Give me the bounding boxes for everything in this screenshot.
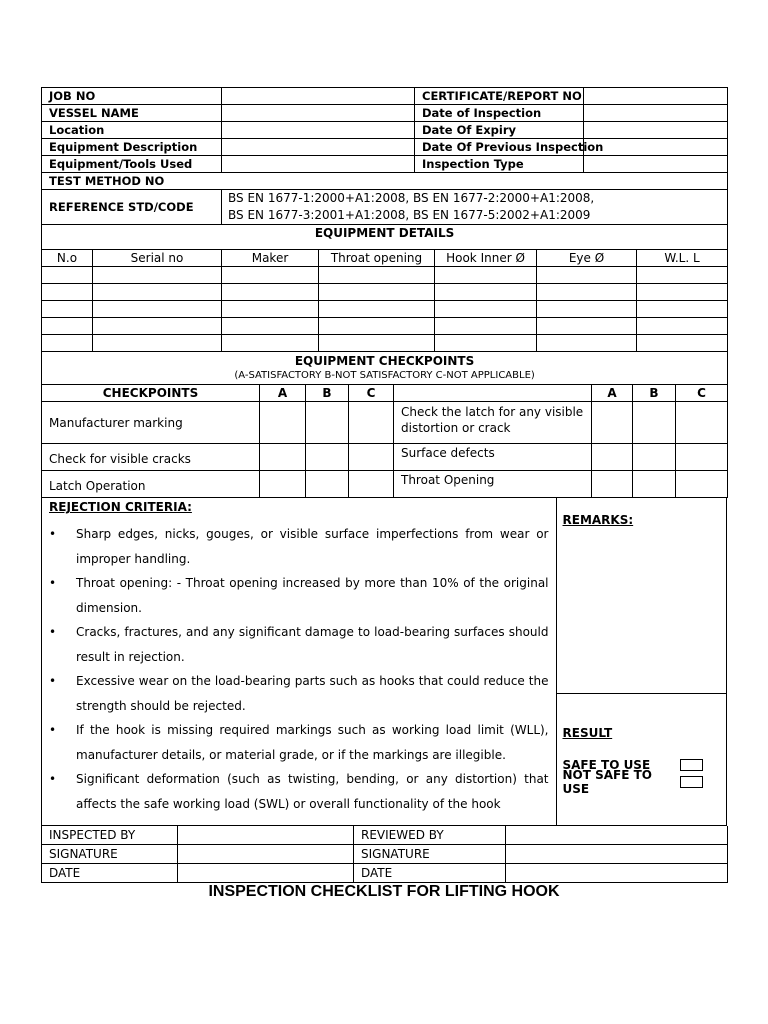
equipment-row bbox=[42, 335, 728, 352]
table-cell[interactable] bbox=[93, 335, 222, 352]
date-of-inspection-field[interactable] bbox=[584, 105, 728, 122]
rejection-section bbox=[41, 498, 727, 826]
criteria-text: Sharp edges, nicks, gouges, or visible surface imperfections from wear or improper handling. bbox=[76, 527, 549, 566]
checkpoint-visible-cracks: Check for visible cracks bbox=[42, 444, 260, 471]
table-cell[interactable] bbox=[42, 335, 93, 352]
criteria-text: Excessive wear on the load-bearing parts such as hooks that could reduce the strength should be rejected. bbox=[76, 674, 549, 713]
bullet-icon: • bbox=[49, 674, 57, 688]
equipment-details-table bbox=[41, 225, 728, 352]
checkpoint-cell[interactable] bbox=[633, 471, 676, 498]
inspection-type-field[interactable] bbox=[584, 156, 728, 173]
table-cell[interactable] bbox=[637, 284, 728, 301]
checkpoint-cell[interactable] bbox=[633, 444, 676, 471]
reference-std-code-value bbox=[222, 190, 728, 225]
table-cell[interactable] bbox=[319, 335, 435, 352]
bullet-icon: • bbox=[49, 527, 57, 541]
table-cell[interactable] bbox=[537, 301, 637, 318]
date-of-previous-inspection-field[interactable] bbox=[584, 139, 728, 156]
table-cell[interactable] bbox=[435, 284, 537, 301]
column-c-header: C bbox=[676, 385, 728, 402]
column-header: W.L. L bbox=[637, 250, 728, 267]
table-cell[interactable] bbox=[637, 301, 728, 318]
vessel-name-field[interactable] bbox=[222, 105, 415, 122]
inspection-type-label: Inspection Type bbox=[415, 156, 584, 173]
table-cell[interactable] bbox=[222, 284, 319, 301]
checkpoint-cell[interactable] bbox=[306, 444, 349, 471]
table-cell[interactable] bbox=[222, 301, 319, 318]
table-cell[interactable] bbox=[637, 267, 728, 284]
equipment-tools-used-label: Equipment/Tools Used bbox=[42, 156, 222, 173]
table-cell[interactable] bbox=[537, 284, 637, 301]
checkpoint-cell[interactable] bbox=[676, 402, 728, 444]
inspection-form bbox=[41, 87, 727, 883]
checkpoint-manufacturer-marking: Manufacturer marking bbox=[42, 402, 260, 444]
checkpoints-title: EQUIPMENT CHECKPOINTS bbox=[294, 354, 475, 368]
column-a-header: A bbox=[260, 385, 306, 402]
column-header: Eye Ø bbox=[537, 250, 637, 267]
column-header: Hook Inner Ø bbox=[435, 250, 537, 267]
table-cell[interactable] bbox=[222, 267, 319, 284]
rejection-criteria-panel bbox=[42, 498, 557, 825]
bullet-icon: • bbox=[49, 625, 57, 639]
column-c-header: C bbox=[349, 385, 394, 402]
checkpoints-subtitle: (A-SATISFACTORY B-NOT SATISFACTORY C-NOT APPLICABLE) bbox=[234, 370, 535, 381]
remarks-box[interactable] bbox=[557, 498, 727, 694]
table-cell[interactable] bbox=[93, 267, 222, 284]
bullet-icon: • bbox=[49, 723, 57, 737]
checkpoint-cell[interactable] bbox=[349, 471, 394, 498]
table-cell[interactable] bbox=[319, 284, 435, 301]
inspected-by-label: INSPECTED BY bbox=[42, 826, 178, 845]
inspector-date-field[interactable] bbox=[178, 864, 354, 883]
equipment-row bbox=[42, 301, 728, 318]
table-cell[interactable] bbox=[435, 318, 537, 335]
date-label: DATE bbox=[354, 864, 506, 883]
result-box bbox=[557, 694, 727, 796]
criteria-text: If the hook is missing required markings such as working load limit (WLL), manufacturer details, or material grade, or if the markings are illegible. bbox=[76, 723, 549, 762]
list-item bbox=[49, 767, 549, 816]
list-item bbox=[49, 620, 549, 669]
table-cell[interactable] bbox=[537, 318, 637, 335]
table-cell[interactable] bbox=[319, 267, 435, 284]
vessel-name-label: VESSEL NAME bbox=[42, 105, 222, 122]
safe-to-use-checkbox[interactable] bbox=[680, 759, 703, 771]
not-safe-to-use-label: NOT SAFE TO USE bbox=[562, 767, 652, 796]
list-item bbox=[49, 669, 549, 718]
table-cell[interactable] bbox=[42, 284, 93, 301]
checkpoint-cell[interactable] bbox=[676, 471, 728, 498]
checkpoint-cell[interactable] bbox=[592, 444, 633, 471]
signoff-table bbox=[41, 826, 728, 883]
header-fields-table bbox=[41, 87, 728, 225]
column-header: Serial no bbox=[93, 250, 222, 267]
equipment-row bbox=[42, 284, 728, 301]
rejection-criteria-title: REJECTION CRITERIA: bbox=[49, 500, 192, 514]
signature-label: SIGNATURE bbox=[42, 845, 178, 864]
reviewed-by-field[interactable] bbox=[506, 826, 728, 845]
checkpoint-cell[interactable] bbox=[349, 444, 394, 471]
table-cell[interactable] bbox=[222, 335, 319, 352]
equipment-description-field[interactable] bbox=[222, 139, 415, 156]
reference-line-2: BS EN 1677-3:2001+A1:2008, BS EN 1677-5:2002+A1:2009 bbox=[228, 208, 591, 222]
reviewed-by-label: REVIEWED BY bbox=[354, 826, 506, 845]
location-label: Location bbox=[42, 122, 222, 139]
column-header: Throat opening bbox=[319, 250, 435, 267]
remarks-result-panel bbox=[557, 498, 727, 825]
table-cell[interactable] bbox=[537, 335, 637, 352]
bullet-icon: • bbox=[49, 576, 57, 590]
column-b-header: B bbox=[306, 385, 349, 402]
equipment-row bbox=[42, 267, 728, 284]
checkpoint-cell[interactable] bbox=[592, 471, 633, 498]
table-cell[interactable] bbox=[42, 267, 93, 284]
criteria-text: Throat opening: - Throat opening increased by more than 10% of the original dimension. bbox=[76, 576, 549, 615]
not-safe-to-use-option bbox=[562, 767, 721, 796]
table-cell[interactable] bbox=[319, 318, 435, 335]
checkpoint-cell[interactable] bbox=[633, 402, 676, 444]
table-cell[interactable] bbox=[637, 318, 728, 335]
result-title: RESULT bbox=[562, 726, 613, 740]
table-cell[interactable] bbox=[93, 284, 222, 301]
remarks-title: REMARKS: bbox=[562, 513, 634, 527]
list-item bbox=[49, 718, 549, 767]
checkpoint-cell[interactable] bbox=[260, 471, 306, 498]
location-field[interactable] bbox=[222, 122, 415, 139]
equipment-tools-used-field[interactable] bbox=[222, 156, 415, 173]
equipment-description-label: Equipment Description bbox=[42, 139, 222, 156]
checkpoint-cell[interactable] bbox=[592, 402, 633, 444]
checkpoints-heading bbox=[42, 352, 728, 385]
checkpoint-cell[interactable] bbox=[260, 402, 306, 444]
equipment-details-title: EQUIPMENT DETAILS bbox=[42, 225, 728, 250]
document-title: INSPECTION CHECKLIST FOR LIFTING HOOK bbox=[208, 883, 560, 900]
column-b-header: B bbox=[633, 385, 676, 402]
reviewer-date-field[interactable] bbox=[506, 864, 728, 883]
table-cell[interactable] bbox=[42, 301, 93, 318]
date-label: DATE bbox=[42, 864, 178, 883]
checkpoint-latch-distortion: Check the latch for any visible distortion or crack bbox=[394, 402, 592, 444]
table-cell[interactable] bbox=[435, 301, 537, 318]
checkpoint-cell[interactable] bbox=[676, 444, 728, 471]
reviewer-signature-field[interactable] bbox=[506, 845, 728, 864]
checkpoints-column-header: CHECKPOINTS bbox=[42, 385, 260, 402]
date-of-previous-inspection-label: Date Of Previous Inspection bbox=[415, 139, 584, 156]
certificate-report-no-field[interactable] bbox=[584, 88, 728, 105]
rejection-criteria-list bbox=[49, 522, 549, 816]
equipment-checkpoints-table bbox=[41, 352, 728, 498]
inspector-signature-field[interactable] bbox=[178, 845, 354, 864]
table-cell[interactable] bbox=[42, 318, 93, 335]
checkpoint-latch-operation: Latch Operation bbox=[42, 471, 260, 498]
table-cell[interactable] bbox=[222, 318, 319, 335]
bullet-icon: • bbox=[49, 772, 57, 786]
test-method-no-label: TEST METHOD NO bbox=[42, 173, 728, 190]
job-no-field[interactable] bbox=[222, 88, 415, 105]
checkpoint-cell[interactable] bbox=[306, 471, 349, 498]
date-of-expiry-field[interactable] bbox=[584, 122, 728, 139]
table-cell[interactable] bbox=[93, 301, 222, 318]
signature-label: SIGNATURE bbox=[354, 845, 506, 864]
certificate-report-no-label: CERTIFICATE/REPORT NO bbox=[415, 88, 584, 105]
checkpoint-throat-opening: Throat Opening bbox=[394, 471, 592, 498]
column-header: Maker bbox=[222, 250, 319, 267]
checkpoint-cell[interactable] bbox=[349, 402, 394, 444]
job-no-label: JOB NO bbox=[42, 88, 222, 105]
checkpoint-cell[interactable] bbox=[306, 402, 349, 444]
criteria-text: Significant deformation (such as twisting, bending, or any distortion) that affects the safe working load (SWL) or overall functionality of the hook bbox=[76, 772, 549, 811]
list-item bbox=[49, 571, 549, 620]
column-header: N.o bbox=[42, 250, 93, 267]
table-cell[interactable] bbox=[637, 335, 728, 352]
checkpoint-cell[interactable] bbox=[260, 444, 306, 471]
table-cell[interactable] bbox=[93, 318, 222, 335]
checkpoint-surface-defects: Surface defects bbox=[394, 444, 592, 471]
column-a-header: A bbox=[592, 385, 633, 402]
table-cell[interactable] bbox=[435, 335, 537, 352]
reference-std-code-label: REFERENCE STD/CODE bbox=[42, 190, 222, 225]
table-cell[interactable] bbox=[537, 267, 637, 284]
reference-line-1: BS EN 1677-1:2000+A1:2008, BS EN 1677-2:2000+A1:2008, bbox=[228, 191, 595, 205]
table-cell[interactable] bbox=[435, 267, 537, 284]
date-of-expiry-label: Date Of Expiry bbox=[415, 122, 584, 139]
inspected-by-field[interactable] bbox=[178, 826, 354, 845]
checkpoints-column-header-right bbox=[394, 385, 592, 402]
equipment-row bbox=[42, 318, 728, 335]
list-item bbox=[49, 522, 549, 571]
date-of-inspection-label: Date of Inspection bbox=[415, 105, 584, 122]
criteria-text: Cracks, fractures, and any significant damage to load-bearing surfaces should result in rejection. bbox=[76, 625, 549, 664]
not-safe-to-use-checkbox[interactable] bbox=[680, 776, 703, 788]
safe-to-use-label: SAFE TO USE bbox=[562, 757, 651, 772]
table-cell[interactable] bbox=[319, 301, 435, 318]
